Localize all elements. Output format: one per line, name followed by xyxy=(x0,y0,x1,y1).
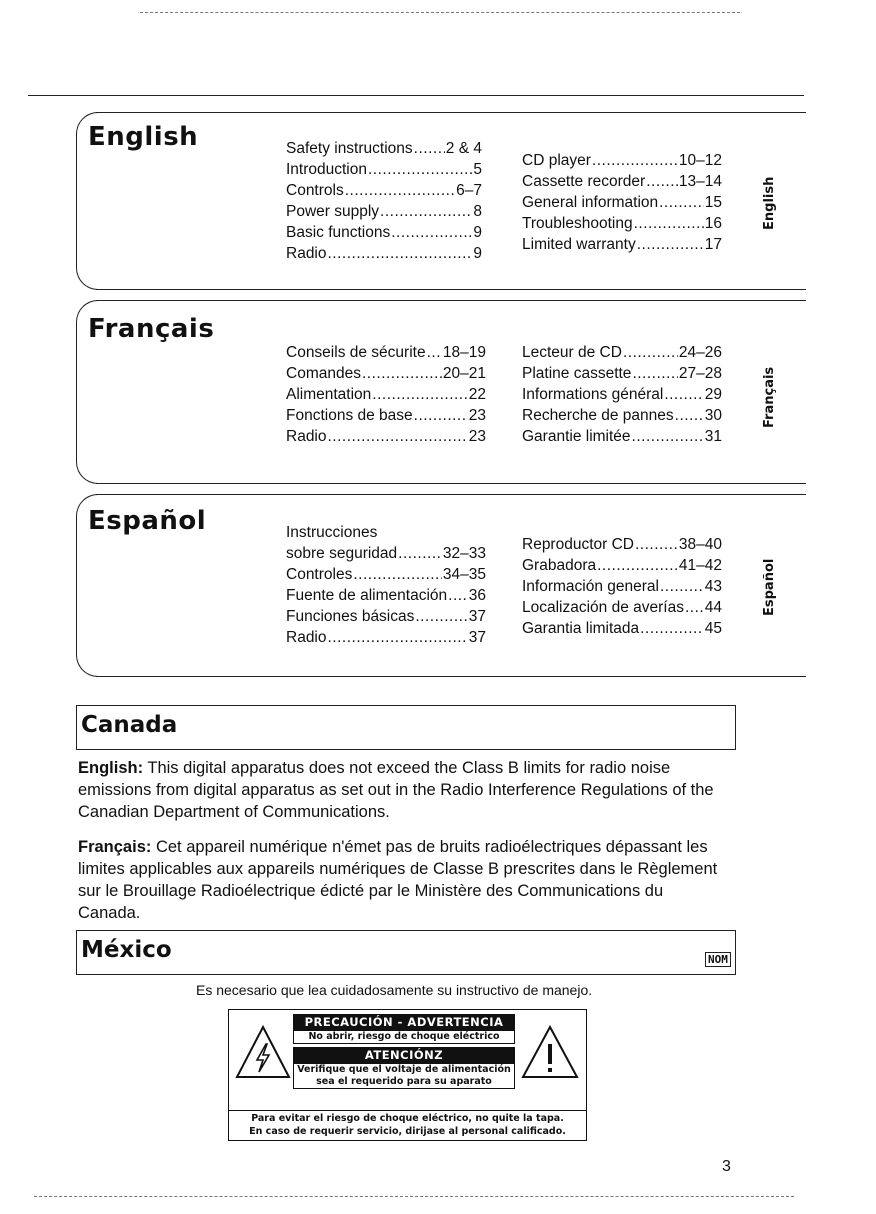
toc-leader-dots xyxy=(362,363,442,384)
toc-entry xyxy=(286,426,486,447)
section-title: English xyxy=(88,122,199,152)
toc-leader-dots xyxy=(646,171,678,192)
toc-entry-page: 23 xyxy=(468,428,486,445)
toc-leader-dots xyxy=(675,405,704,426)
canada-title: Canada xyxy=(81,712,178,738)
toc-leader-dots xyxy=(415,606,467,627)
mexico-title: México xyxy=(81,937,172,963)
toc-entry-page: 38–40 xyxy=(678,536,722,553)
toc-entry-label: Introduction xyxy=(286,161,367,178)
warning-line1: No abrir, riesgo de choque eléctrico xyxy=(293,1030,515,1044)
toc-entry xyxy=(522,555,722,576)
toc-entry-label: CD player xyxy=(522,152,591,169)
toc-leader-dots xyxy=(328,627,468,648)
toc-entry-page: 23 xyxy=(468,407,486,424)
toc-entry xyxy=(522,384,722,405)
toc-entry-page: 32–33 xyxy=(442,545,486,562)
warning-line2a: Verifique que el voltaje de alimentación xyxy=(297,1064,511,1075)
toc-leader-dots xyxy=(632,426,704,447)
toc-entry-page: 20–21 xyxy=(442,365,486,382)
warning-line2 xyxy=(293,1063,515,1089)
toc-entry-page: 41–42 xyxy=(678,557,722,574)
toc-leader-dots xyxy=(632,363,677,384)
toc-entry xyxy=(286,606,486,627)
toc-entry xyxy=(286,627,486,648)
top-rule xyxy=(28,95,804,96)
page-number: 3 xyxy=(722,1158,731,1175)
toc-column-1 xyxy=(286,342,486,447)
toc-leader-dots xyxy=(597,555,678,576)
toc-entry xyxy=(286,363,486,384)
toc-entry xyxy=(286,405,486,426)
canada-heading-box xyxy=(76,705,736,750)
toc-entry xyxy=(286,384,486,405)
warning-footer-line1: Para evitar el riesgo de choque eléctrico, no quite la tapa. xyxy=(251,1113,564,1124)
toc-column-1 xyxy=(286,522,486,648)
toc-entry-label: Radio xyxy=(286,629,327,646)
toc-entry xyxy=(522,426,722,447)
toc-entry xyxy=(522,534,722,555)
toc-entry-label: Safety instructions xyxy=(286,140,413,157)
section-bottom-rule xyxy=(96,676,806,677)
toc-leader-dots xyxy=(398,543,442,564)
toc-entry-label: Garantie limitée xyxy=(522,428,631,445)
toc-entry-page: 37 xyxy=(468,608,486,625)
toc-entry-label: Alimentation xyxy=(286,386,372,403)
toc-entry-page: 9 xyxy=(473,245,482,262)
toc-entry-label: General information xyxy=(522,194,659,211)
toc-entry-label: Información general xyxy=(522,578,659,595)
toc-leader-dots xyxy=(640,618,704,639)
toc-leader-dots xyxy=(328,426,468,447)
toc-entry xyxy=(522,150,722,171)
toc-entry-label: sobre seguridad xyxy=(286,545,398,562)
toc-entry-label: Funciones básicas xyxy=(286,608,415,625)
side-tab-label: English xyxy=(762,176,777,230)
toc-leader-dots xyxy=(634,213,704,234)
toc-entry-page: 29 xyxy=(704,386,722,403)
toc-column-2 xyxy=(522,534,722,639)
toc-entry xyxy=(522,597,722,618)
lightning-warning-icon xyxy=(235,1024,291,1080)
toc-leader-dots xyxy=(592,150,678,171)
canada-rule xyxy=(76,749,736,750)
toc-leader-dots xyxy=(637,234,704,255)
canada-french-paragraph xyxy=(78,836,728,924)
toc-entry xyxy=(286,222,482,243)
toc-leader-dots xyxy=(372,384,467,405)
toc-leader-dots xyxy=(391,222,472,243)
toc-entry-page: 37 xyxy=(468,629,486,646)
toc-entry-label: Radio xyxy=(286,245,327,262)
toc-entry-page: 10–12 xyxy=(678,152,722,169)
toc-heading: Instrucciones xyxy=(286,524,378,541)
toc-entry-page: 30 xyxy=(704,407,722,424)
warning-footer-line2: En caso de requerir servicio, dirijase al personal calificado. xyxy=(249,1126,566,1137)
side-tab-label: Español xyxy=(762,558,777,616)
toc-entry-label: Basic functions xyxy=(286,224,391,241)
section-top-rule xyxy=(96,112,806,113)
toc-leader-dots xyxy=(685,597,704,618)
toc-entry-page: 6–7 xyxy=(456,182,482,199)
toc-leader-dots xyxy=(664,384,703,405)
toc-entry xyxy=(522,234,722,255)
section-top-rule xyxy=(96,300,806,301)
warning-header: PRECAUCIÓN - ADVERTENCIA xyxy=(293,1014,515,1030)
toc-entry xyxy=(286,138,482,159)
toc-leader-dots xyxy=(328,243,473,264)
toc-leader-dots xyxy=(623,342,678,363)
exclamation-warning-icon xyxy=(521,1024,579,1080)
toc-leader-dots xyxy=(414,138,445,159)
section-top-rule xyxy=(96,494,806,495)
toc-entry-page: 9 xyxy=(473,224,482,241)
toc-entry-page: 2 & 4 xyxy=(445,140,482,157)
toc-entry xyxy=(522,192,722,213)
toc-leader-dots xyxy=(660,576,704,597)
toc-leader-dots xyxy=(345,180,455,201)
toc-entry xyxy=(286,564,486,585)
toc-entry-page: 43 xyxy=(704,578,722,595)
warning-line2b: sea el requerido para su aparato xyxy=(316,1076,492,1087)
section-bottom-rule xyxy=(96,289,806,290)
toc-leader-dots xyxy=(414,405,468,426)
toc-entry-label: Reproductor CD xyxy=(522,536,634,553)
toc-entry-page: 36 xyxy=(468,587,486,604)
toc-entry xyxy=(286,159,482,180)
section-espanol xyxy=(76,494,806,677)
toc-entry-page: 24–26 xyxy=(678,344,722,361)
toc-entry-label: Lecteur de CD xyxy=(522,344,622,361)
toc-entry-label: Limited warranty xyxy=(522,236,636,253)
toc-column-1 xyxy=(286,138,482,264)
toc-entry xyxy=(286,585,486,606)
toc-column-2 xyxy=(522,342,722,447)
toc-entry xyxy=(522,171,722,192)
toc-entry-label: Radio xyxy=(286,428,327,445)
warning-header2: ATENCIÓNZ xyxy=(293,1047,515,1063)
toc-entry-label: Controls xyxy=(286,182,344,199)
toc-entry xyxy=(522,576,722,597)
warning-label xyxy=(228,1009,587,1141)
toc-entry-page: 18–19 xyxy=(442,344,486,361)
canada-french-text: Cet appareil numérique n'émet pas de bruits radioélectriques dépassant les limites applicables aux appareils numériques de Classe B prescrites dans le Règlement sur le Brouillage Radioélectrique édicté par le Ministère des Communications du Canada. xyxy=(78,838,718,922)
toc-entry-label: Localización de averías xyxy=(522,599,684,616)
toc-leader-dots xyxy=(380,201,472,222)
toc-entry-label: Fonctions de base xyxy=(286,407,413,424)
section-english xyxy=(76,112,806,290)
toc-entry xyxy=(286,180,482,201)
toc-entry-page: 27–28 xyxy=(678,365,722,382)
toc-entry-page: 17 xyxy=(704,236,722,253)
scan-artifact-bottom xyxy=(34,1196,794,1197)
scan-artifact-top xyxy=(140,12,740,13)
toc-entry-label: Controles xyxy=(286,566,353,583)
toc-entry xyxy=(522,213,722,234)
section-francais xyxy=(76,300,806,484)
toc-entry-label: Platine cassette xyxy=(522,365,632,382)
toc-leader-dots xyxy=(635,534,678,555)
toc-column-2 xyxy=(522,150,722,255)
toc-entry-page: 13–14 xyxy=(678,173,722,190)
toc-entry xyxy=(522,363,722,384)
toc-entry-page: 31 xyxy=(704,428,722,445)
toc-entry-page: 22 xyxy=(468,386,486,403)
section-title: Français xyxy=(88,314,215,344)
toc-entry-page: 15 xyxy=(704,194,722,211)
section-bottom-rule xyxy=(96,483,806,484)
mexico-rule xyxy=(76,974,736,975)
warning-center xyxy=(293,1014,515,1089)
toc-entry-page: 5 xyxy=(473,161,482,178)
nom-logo: NOM xyxy=(705,952,731,967)
toc-entry-page: 8 xyxy=(473,203,482,220)
toc-entry xyxy=(522,405,722,426)
toc-entry-label: Power supply xyxy=(286,203,380,220)
canada-english-text: This digital apparatus does not exceed the Class B limits for radio noise emissions from digital apparatus as set out in the Radio Interference Regulations of the Canadian Department of Communications. xyxy=(78,759,714,821)
toc-entry-label: Recherche de pannes xyxy=(522,407,674,424)
toc-leader-dots xyxy=(353,564,442,585)
toc-entry-page: 44 xyxy=(704,599,722,616)
toc-entry xyxy=(522,342,722,363)
toc-entry xyxy=(286,243,482,264)
toc-entry-label: Comandes xyxy=(286,365,361,382)
warning-footer xyxy=(229,1110,586,1140)
toc-entry-label: Informations général xyxy=(522,386,664,403)
toc-entry-label: Conseils de sécurite xyxy=(286,344,426,361)
mexico-notice: Es necesario que lea cuidadosamente su instructivo de manejo. xyxy=(196,982,593,998)
toc-entry-label: Grabadora xyxy=(522,557,597,574)
toc-entry-page: 45 xyxy=(704,620,722,637)
canada-french-label: Français: xyxy=(78,838,152,856)
mexico-heading-box xyxy=(76,930,736,975)
canada-english-paragraph xyxy=(78,757,728,823)
side-tab-label: Français xyxy=(762,366,777,428)
toc-entry-label: Troubleshooting xyxy=(522,215,633,232)
canada-english-label: English: xyxy=(78,759,144,777)
toc-entry-page: 34–35 xyxy=(442,566,486,583)
toc-entry-page: 16 xyxy=(704,215,722,232)
toc-entry xyxy=(286,543,486,564)
section-title: Español xyxy=(88,506,207,536)
toc-leader-dots xyxy=(368,159,472,180)
toc-entry-label: Fuente de alimentación xyxy=(286,587,448,604)
toc-leader-dots xyxy=(659,192,704,213)
toc-entry-label: Cassette recorder xyxy=(522,173,646,190)
toc-leader-dots xyxy=(427,342,442,363)
toc-entry-label: Garantia limitada xyxy=(522,620,640,637)
toc-leader-dots xyxy=(448,585,468,606)
toc-entry xyxy=(286,342,486,363)
toc-entry xyxy=(522,618,722,639)
toc-entry xyxy=(286,201,482,222)
